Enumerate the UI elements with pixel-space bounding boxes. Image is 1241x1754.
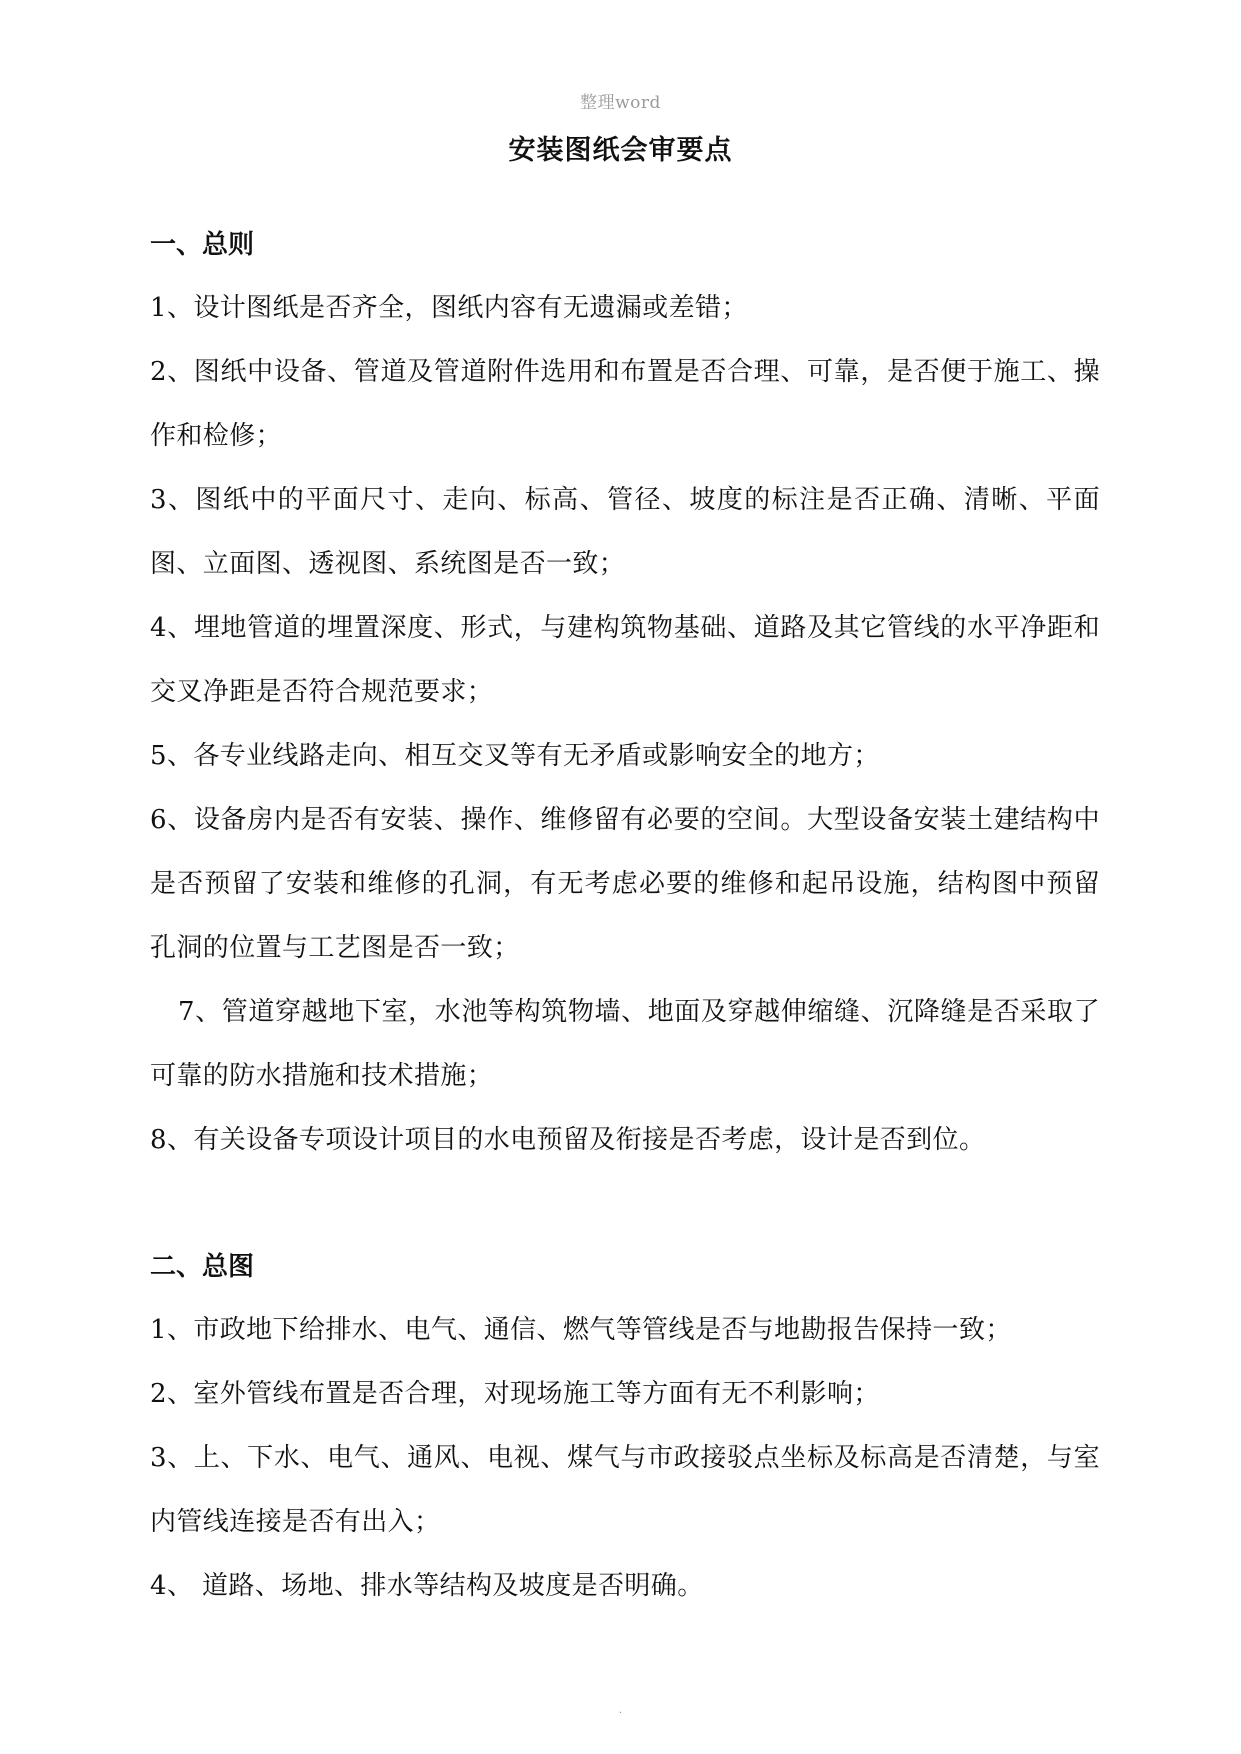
list-item: 1、设计图纸是否齐全，图纸内容有无遗漏或差错； bbox=[150, 293, 748, 323]
section-heading: 一、总则 bbox=[150, 230, 255, 260]
list-item: 3、图纸中的平面尺寸、走向、标高、管径、坡度的标注是否正确、清晰、平面图、立面图、透视图、系统图是否一致； bbox=[150, 485, 1100, 579]
list-item: 8、有关设备专项设计项目的水电预留及衔接是否考虑，设计是否到位。 bbox=[150, 1125, 986, 1155]
header-watermark: 整理word bbox=[580, 93, 661, 113]
footer-mark: . bbox=[618, 1705, 623, 1716]
list-item: 4、 道路、场地、排水等结构及坡度是否明确。 bbox=[150, 1571, 704, 1601]
section-spacer bbox=[150, 1172, 1100, 1236]
list-item: 2、图纸中设备、管道及管道附件选用和布置是否合理、可靠，是否便于施工、操作和检修； bbox=[150, 357, 1100, 451]
page-title: 安装图纸会审要点 bbox=[508, 135, 733, 166]
section-general bbox=[150, 214, 1100, 1172]
list-item: 1、市政地下给排水、电气、通信、燃气等管线是否与地勘报告保持一致； bbox=[150, 1315, 1012, 1345]
section-heading: 二、总图 bbox=[150, 1252, 255, 1282]
list-item: 7、管道穿越地下室，水池等构筑物墙、地面及穿越伸缩缝、沉降缝是否采取了可靠的防水措施和技术措施； bbox=[150, 997, 1100, 1091]
list-item: 2、室外管线布置是否合理，对现场施工等方面有无不利影响； bbox=[150, 1379, 880, 1409]
document-body bbox=[150, 214, 1100, 1618]
list-item: 4、埋地管道的埋置深度、形式，与建构筑物基础、道路及其它管线的水平净距和交叉净距是否符合规范要求； bbox=[150, 613, 1100, 707]
section-site-plan bbox=[150, 1236, 1100, 1618]
list-item: 6、设备房内是否有安装、操作、维修留有必要的空间。大型设备安装土建结构中是否预留了安装和维修的孔洞，有无考虑必要的维修和起吊设施，结构图中预留孔洞的位置与工艺图是否一致； bbox=[150, 805, 1100, 963]
list-item: 5、各专业线路走向、相互交叉等有无矛盾或影响安全的地方； bbox=[150, 741, 880, 771]
list-item: 3、上、下水、电气、通风、电视、煤气与市政接驳点坐标及标高是否清楚，与室内管线连接是否有出入； bbox=[150, 1443, 1100, 1537]
